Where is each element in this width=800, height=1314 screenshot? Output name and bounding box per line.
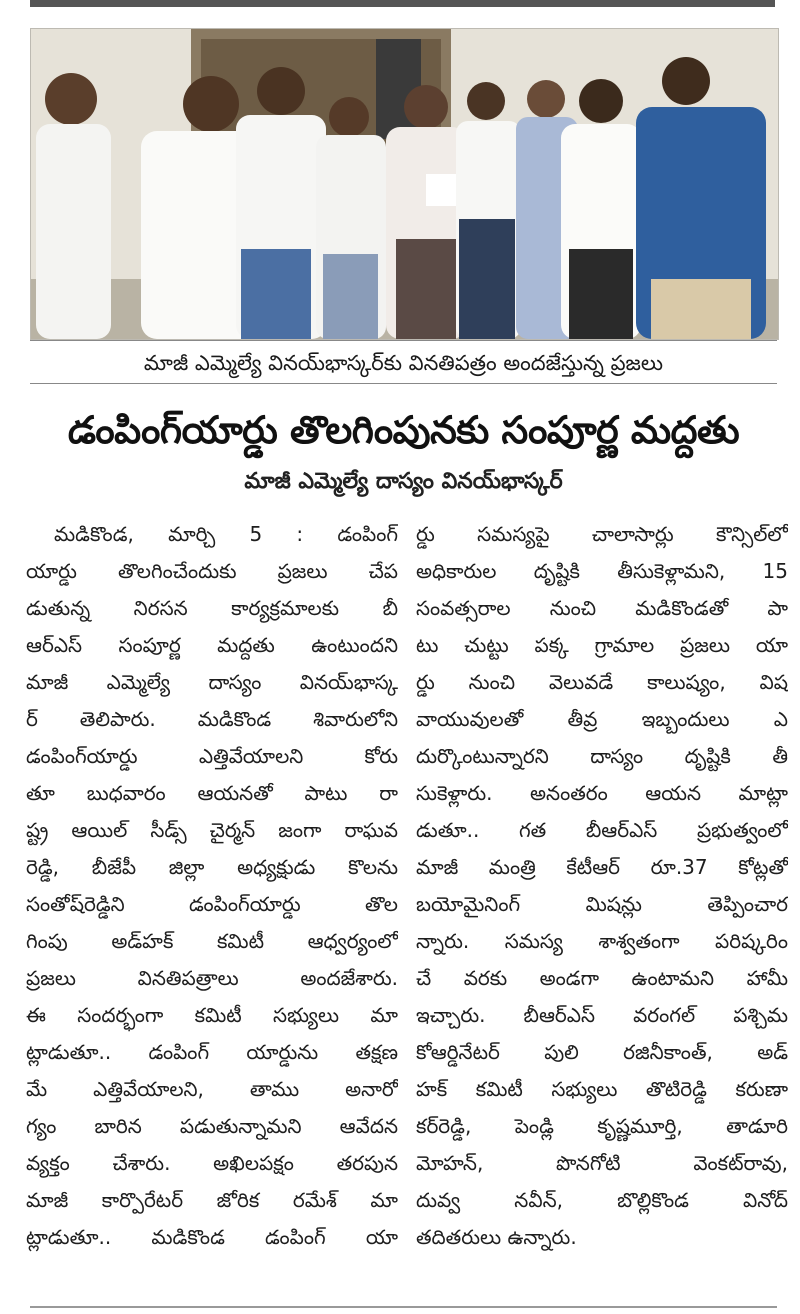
article-line: ర్డు సమస్యపై చాలాసార్లు కౌన్సిల్‌లో xyxy=(416,522,788,546)
article-line: యార్డు తొలగించేందుకు ప్రజలు చేప xyxy=(26,559,398,583)
caption-divider xyxy=(30,383,777,384)
article-right-column xyxy=(416,516,788,1256)
article-line: సంవత్సరాల నుంచి మడికొండతో పా xyxy=(416,596,788,620)
news-photo xyxy=(30,28,779,340)
article-line: బయోమైనింగ్ మిషన్లు తెప్పించార xyxy=(416,892,788,916)
article-line: మోహన్, పొనగోటి వెంకట్‌రావు, xyxy=(416,1151,788,1175)
article-left-column xyxy=(26,516,398,1256)
article-line: ఆర్ఎస్ సంపూర్ణ మద్దతు ఉంటుందని xyxy=(26,633,398,657)
article-line: వాయువులతో తీవ్ర ఇబ్బందులు ఎ xyxy=(416,707,788,731)
article-line: మాజీ మంత్రి కేటీఆర్ రూ.37 కోట్లతో xyxy=(416,855,788,879)
article-line: ట్లాడుతూ.. డంపింగ్ యార్డును తక్షణ xyxy=(26,1040,398,1064)
article-line: వ్యక్తం చేశారు. అఖిలపక్షం తరపున xyxy=(26,1151,398,1175)
article-line: మడికొండ, మార్చి 5 : డంపింగ్ xyxy=(54,522,398,546)
article-line: మే ఎత్తివేయాలని, తాము అనారో xyxy=(26,1077,398,1101)
article-line: ఇచ్చారు. బీఆర్ఎస్ వరంగల్ పశ్చిమ xyxy=(416,1003,788,1027)
article-line: అధికారుల దృష్టికి తీసుకెళ్లామని, 15 xyxy=(416,559,788,583)
article-line: కర్‌రెడ్డి, పెండ్లి కృష్ణమూర్తి, తాడూరి xyxy=(416,1114,788,1138)
top-rule xyxy=(30,0,775,7)
article-line: ష్ట్ర ఆయిల్ సీడ్స్ చైర్మన్ జంగా రాఘవ xyxy=(26,818,398,842)
photo-divider xyxy=(30,340,777,341)
article-line: డంపింగ్‌యార్డు ఎత్తివేయాలని కోరు xyxy=(26,744,398,768)
article-line: తూ బుధవారం ఆయనతో పాటు రా xyxy=(26,781,398,805)
article-line: కోఆర్డినేటర్ పులి రజినీకాంత్, అడ్ xyxy=(416,1040,788,1064)
article-line: ర్డు నుంచి వెలువడే కాలుష్యం, విష xyxy=(416,670,788,694)
article-line: టు చుట్టు పక్క గ్రామాల ప్రజలు యా xyxy=(416,633,788,657)
article-line: ఈ సందర్భంగా కమిటీ సభ్యులు మా xyxy=(26,1003,398,1027)
bottom-rule xyxy=(30,1306,777,1308)
article-line: హక్ కమిటీ సభ్యులు తొటిరెడ్డి కరుణా xyxy=(416,1077,788,1101)
photo-caption: మాజీ ఎమ్మెల్యే వినయ్‌భాస్కర్‌కు వినతిపత్రం అందజేస్తున్న ప్రజలు xyxy=(143,351,664,375)
article-line: గింపు అడ్‌హక్ కమిటీ ఆధ్వర్యంలో xyxy=(26,929,398,953)
article-line: డుతూ.. గత బీఆర్ఎస్ ప్రభుత్వంలో xyxy=(416,818,788,842)
group-photo-icon xyxy=(31,29,778,339)
article-line: చే వరకు అండగా ఉంటామని హామీ xyxy=(416,966,788,990)
article-line: సుకెళ్లారు. అనంతరం ఆయన మాట్లా xyxy=(416,781,788,805)
article-line: ట్లాడుతూ.. మడికొండ డంపింగ్ యా xyxy=(26,1225,398,1249)
article-line: దుర్కొంటున్నారని దాస్యం దృష్టికి తీ xyxy=(416,744,788,768)
article-line: దువ్వ నవీన్, బొల్లికొండ వినోద్ xyxy=(416,1188,788,1212)
article-line: ర్ తెలిపారు. మడికొండ శివారులోని xyxy=(26,707,398,731)
article-line: మాజీ ఎమ్మెల్యే దాస్యం వినయ్‌భాస్క xyxy=(26,670,398,694)
article-line: డుతున్న నిరసన కార్యక్రమాలకు బీ xyxy=(26,596,398,620)
article-line: మాజీ కార్పొరేటర్ జోరిక రమేశ్ మా xyxy=(26,1188,398,1212)
article-line: తదితరులు ఉన్నారు. xyxy=(416,1225,577,1249)
article-line: ప్రజలు వినతిపత్రాలు అందజేశారు. xyxy=(26,966,398,990)
article-line: గ్యం బారిన పడుతున్నామని ఆవేదన xyxy=(26,1114,398,1138)
subheadline: మాజీ ఎమ్మెల్యే దాస్యం వినయ్‌భాస్కర్ xyxy=(244,469,563,494)
article-line: న్నారు. సమస్య శాశ్వతంగా పరిష్కరిం xyxy=(416,929,788,953)
article-line: సంతోష్‌రెడ్డిని డంపింగ్‌యార్డు తొల xyxy=(26,892,398,916)
headline: డంపింగ్‌యార్డు తొలగింపునకు సంపూర్ణ మద్దతు xyxy=(67,408,740,452)
article-line: రెడ్డి, బీజేపీ జిల్లా అధ్యక్షుడు కొలను xyxy=(26,855,398,879)
